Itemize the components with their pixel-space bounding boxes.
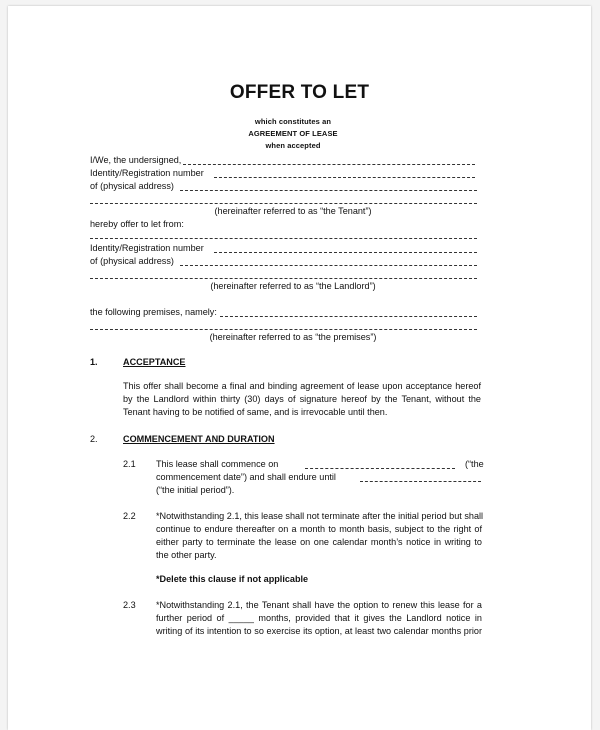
section-2-number: 2. <box>90 434 98 444</box>
section-1-number: 1. <box>90 357 98 367</box>
tenant-name-field[interactable] <box>183 164 475 165</box>
tenant-name-label: I/We, the undersigned, <box>90 155 182 165</box>
clause-2-2-number: 2.2 <box>123 511 136 521</box>
commencement-date-field[interactable] <box>305 468 455 469</box>
section-1-heading: ACCEPTANCE <box>123 357 186 367</box>
clause-2-1-line-1b: (“the <box>465 459 484 469</box>
tenant-id-field[interactable] <box>214 177 475 178</box>
clause-2-1-number: 2.1 <box>123 459 136 469</box>
subtitle-line-1: which constitutes an <box>254 117 332 126</box>
clause-2-1-line-3: (“the initial period”). <box>156 485 235 495</box>
landlord-address-field-2[interactable] <box>90 278 477 279</box>
delete-clause-note: *Delete this clause if not applicable <box>156 574 309 584</box>
tenant-address-field-2[interactable] <box>90 203 477 204</box>
end-date-field[interactable] <box>360 481 481 482</box>
section-2-heading: COMMENCEMENT AND DURATION <box>123 434 275 444</box>
document-title: OFFER TO LET <box>229 82 370 103</box>
clause-2-2-line-1: *Notwithstanding 2.1, this lease shall not terminate after the initial period but shall <box>156 511 484 521</box>
premises-field-2[interactable] <box>90 329 477 330</box>
landlord-id-label: Identity/Registration number <box>90 243 204 253</box>
premises-referred-text: (hereinafter referred to as “the premises”) <box>209 332 377 342</box>
clause-2-2-line-2: continue to endure thereafter on a month to month basis, subject to the right of <box>156 524 482 534</box>
clause-2-3-number: 2.3 <box>123 600 136 610</box>
clause-2-3-line-1: *Notwithstanding 2.1, the Tenant shall have the option to renew this lease for a <box>156 600 482 610</box>
premises-field[interactable] <box>220 316 477 317</box>
section-1-line-2: by the Landlord within thirty (30) days of signature hereof by the Tenant, without the <box>123 394 481 404</box>
subtitle-line-2: AGREEMENT OF LEASE <box>248 129 338 138</box>
section-1-line-3: Tenant having to be notified of same, and is irrevocable until then. <box>123 407 388 417</box>
premises-label: the following premises, namely: <box>90 307 217 317</box>
clause-2-2-line-3: either party to terminate the lease on one calendar month’s notice in writing to <box>156 537 482 547</box>
landlord-id-field[interactable] <box>214 252 477 253</box>
landlord-address-field[interactable] <box>180 265 477 266</box>
landlord-referred-text: (hereinafter referred to as “the Landlord”) <box>210 281 376 291</box>
clause-2-2-line-4: the other party. <box>156 550 217 560</box>
clause-2-3-line-2: further period of _____ months, provided that it gives the Landlord notice in <box>156 613 482 623</box>
tenant-address-field[interactable] <box>180 190 477 191</box>
landlord-name-field[interactable] <box>90 238 477 239</box>
document-page <box>8 6 591 730</box>
clause-2-1-line-2: commencement date”) and shall endure until <box>156 472 336 482</box>
landlord-intro: hereby offer to let from: <box>90 219 184 229</box>
landlord-address-label: of (physical address) <box>90 256 174 266</box>
section-1-line-1: This offer shall become a final and binding agreement of lease upon acceptance hereof <box>123 381 481 391</box>
clause-2-1-line-1a: This lease shall commence on <box>156 459 279 469</box>
tenant-address-label: of (physical address) <box>90 181 174 191</box>
tenant-id-label: Identity/Registration number <box>90 168 204 178</box>
subtitle-line-3: when accepted <box>265 141 321 150</box>
clause-2-3-line-3: writing of its intention to so exercise its option, at least two calendar months prior <box>156 626 482 636</box>
tenant-referred-text: (hereinafter referred to as “the Tenant”) <box>214 206 372 216</box>
